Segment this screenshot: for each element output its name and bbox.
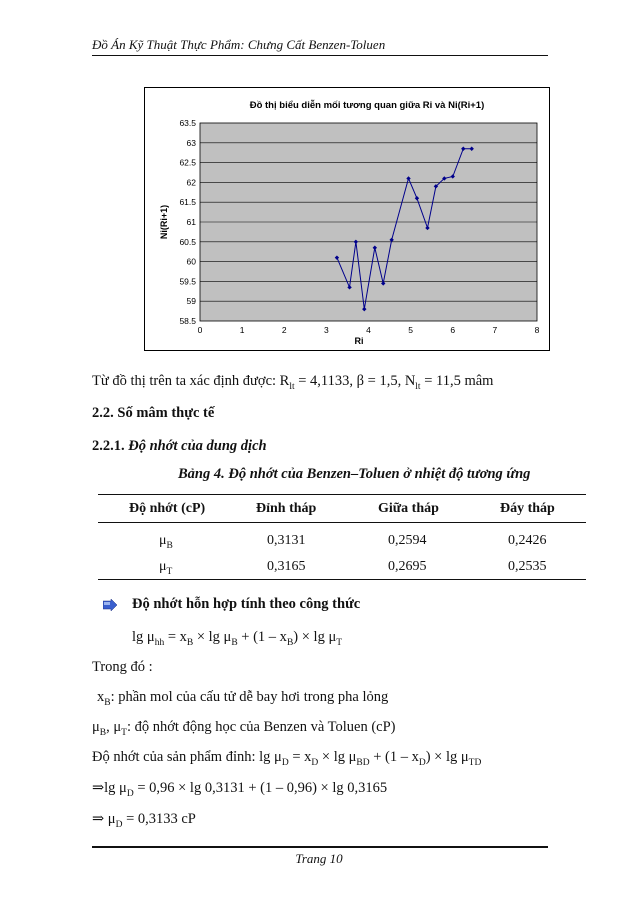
x-tick-label: 5: [408, 325, 413, 335]
table-header-middle: Giữa tháp: [378, 501, 439, 516]
table-bottom-rule: [98, 579, 586, 580]
result-text-2: = 4,1133, β = 1,5, N: [294, 373, 416, 389]
result-sub-2: lt: [415, 381, 421, 392]
table-cell-t-bottom: 0,2535: [508, 559, 547, 574]
chart-title: Đồ thị biểu diễn mối tương quan giữa Ri và Ni(Ri+1): [249, 100, 485, 111]
x-tick-label: 6: [450, 325, 456, 335]
page-header: Đồ Án Kỹ Thuật Thực Phẩm: Chưng Cất Benzen-Toluen: [92, 37, 386, 52]
y-tick-label: 59: [186, 296, 196, 307]
y-tick-label: 61: [186, 217, 196, 227]
x-tick-label: 3: [324, 325, 329, 335]
table-cell-b-middle: 0,2594: [388, 533, 427, 548]
result-sub-1: lt: [289, 381, 295, 392]
x-tick-label: 2: [281, 325, 287, 335]
table-row-label-b: $\mu_B$: [159, 533, 173, 551]
footer-rule: [92, 846, 548, 848]
table-cell-b-bottom: 0,2426: [508, 533, 547, 548]
section-2-2-1-title: Độ nhớt của dung dịch: [128, 438, 267, 454]
table-header-viscosity: Độ nhớt (cP): [129, 501, 206, 516]
distillate-calculation: ⇒lg $\mu_D = 0,96 \times \lg 0,3131 + (1 - 0,96) \times \lg 0,3165$: [92, 780, 388, 799]
x-tick-label: 4: [366, 325, 371, 335]
x-tick-label: 1: [239, 325, 245, 335]
y-axis-label: Ni(Ri+1): [159, 204, 169, 240]
header-rule: [92, 55, 548, 56]
line-chart: [145, 88, 549, 350]
y-tick-label: 58.5: [179, 316, 196, 326]
table-caption: Bảng 4. Độ nhớt của Benzen–Toluen ở nhiệt độ tương ứng: [178, 466, 531, 482]
page-number: Trang 10: [295, 851, 343, 866]
x-tick-label: 7: [492, 325, 498, 335]
table-top-rule: [98, 494, 586, 495]
table-cell-b-top: 0,3131: [267, 533, 306, 548]
table-header-rule: [98, 522, 586, 523]
arrow-bullet-icon: [103, 599, 117, 611]
distillate-viscosity-formula: Độ nhớt của sản phẩm đỉnh: $\lg \mu_D = x_D \times \lg \mu_{BD} + (1 - x_D) \times \lg \mu_{TD}$: [92, 749, 482, 768]
x-axis-label: Ri: [354, 336, 364, 346]
table-header-bottom: Đáy tháp: [500, 501, 555, 516]
table-cell-t-top: 0,3165: [267, 559, 306, 574]
table-row-label-t: $\mu_T$: [159, 559, 173, 577]
x-tick-label: 8: [534, 325, 540, 335]
x-tick-label: 0: [197, 325, 203, 335]
result-text-1: Từ đồ thị trên ta xác định được: R: [92, 373, 290, 389]
table-header-top: Đỉnh tháp: [256, 501, 317, 516]
y-tick-label: 63.5: [179, 118, 196, 128]
section-2-2-1-number: 2.2.1.: [92, 438, 125, 454]
result-paragraph: [92, 373, 493, 392]
definition-mu: $\mu_B$, $\mu_T$: độ nhớt động học của Benzen và Toluen (cP): [92, 719, 396, 738]
where-label: Trong đó :: [92, 659, 153, 675]
result-text-3: = 11,5 mâm: [420, 373, 494, 389]
y-tick-label: 62.5: [179, 157, 196, 168]
y-tick-label: 61.5: [179, 197, 196, 208]
y-tick-label: 60.5: [179, 236, 196, 247]
y-tick-label: 62: [186, 177, 196, 188]
y-tick-label: 60: [186, 256, 196, 267]
mixture-formula-heading: Độ nhớt hỗn hợp tính theo công thức: [132, 596, 361, 612]
section-2-2-heading: 2.2. Số mâm thực tế: [92, 405, 215, 421]
section-2-2-1-heading: [92, 438, 267, 455]
distillate-result: ⇒ $\mu_D = 0,3133$ cP: [92, 811, 196, 830]
mixture-formula: $\lg \mu_{hh} = x_B \times \lg \mu_B + (1 - x_B) \times \lg \mu_T$: [132, 629, 343, 648]
y-tick-label: 63: [186, 137, 196, 148]
chart-frame: [144, 87, 550, 351]
definition-xb: $x_B$: phần mol của cấu tử dễ bay hơi trong pha lỏng: [97, 689, 389, 708]
y-tick-label: 59.5: [179, 276, 196, 287]
table-cell-t-middle: 0,2695: [388, 559, 427, 574]
